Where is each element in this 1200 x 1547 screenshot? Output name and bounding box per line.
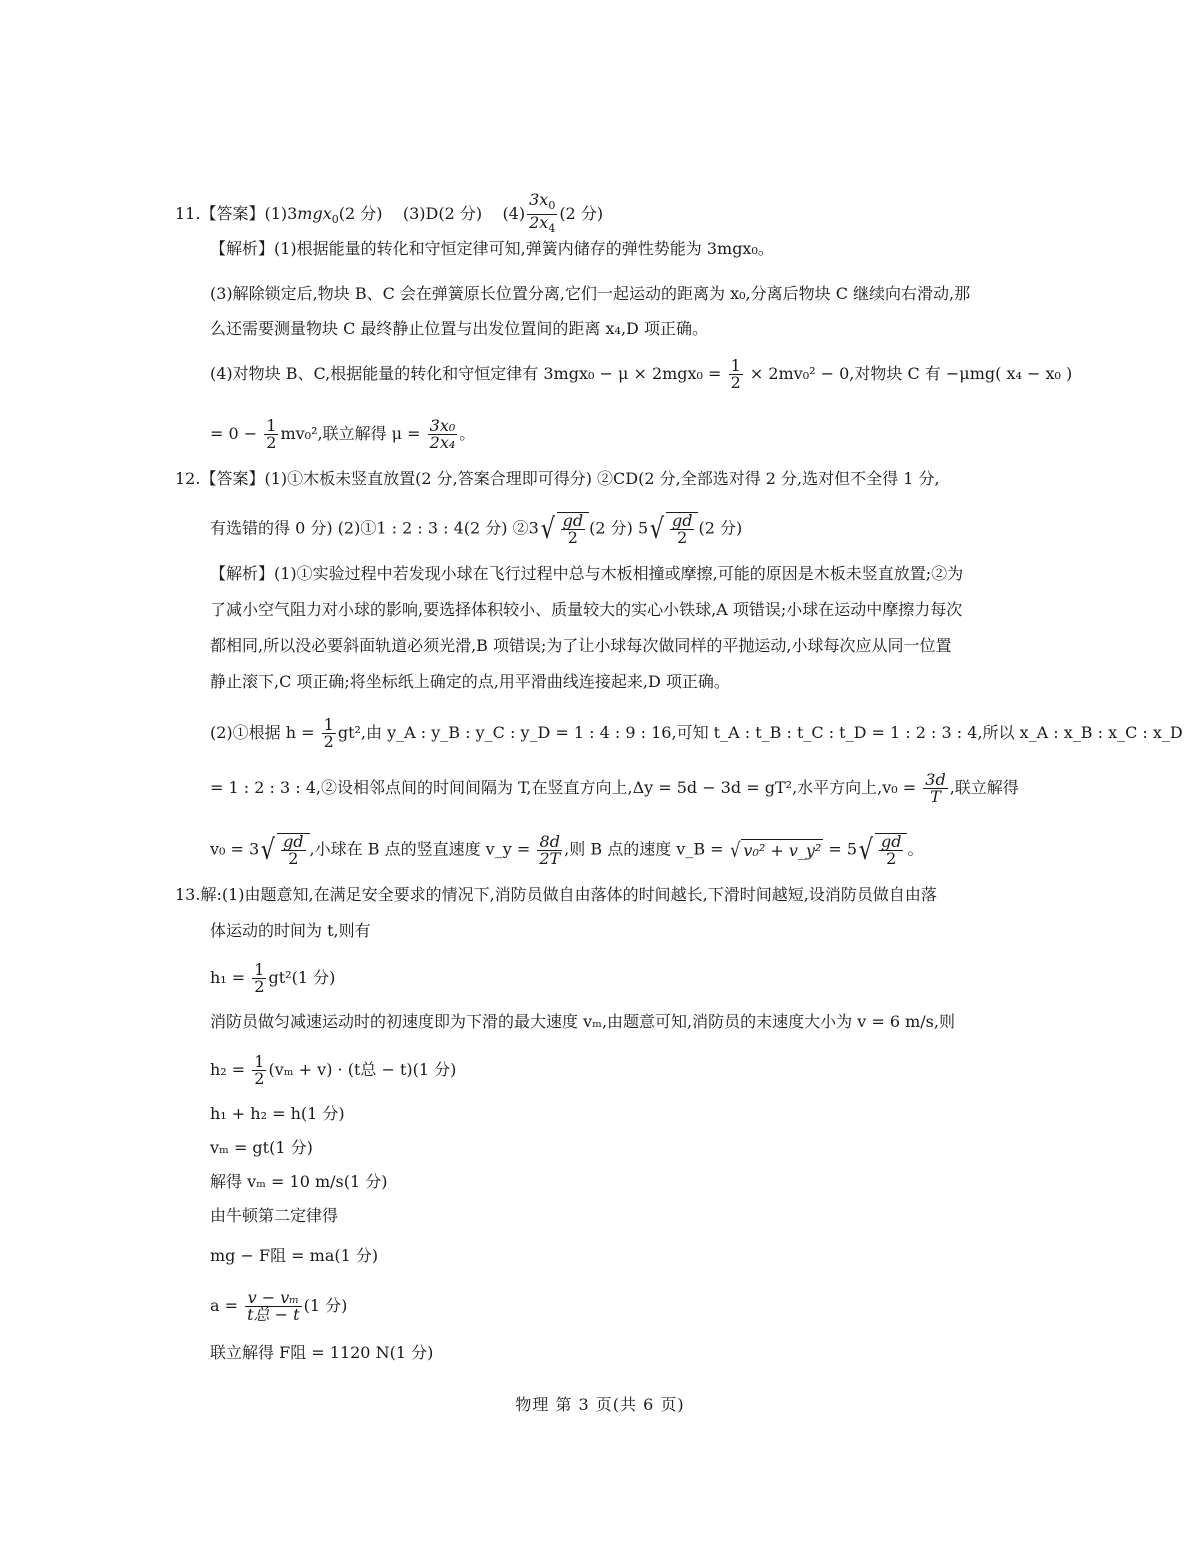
half-fraction: $\frac{1}{2}$ (323, 715, 334, 751)
q12-explain-2c-mid: ,小球在 B 点的竖直速度 v_y = (309, 839, 536, 859)
q12-explain-2b-tail: ,联立解得 (949, 778, 1019, 797)
sqrt-gd-over-2: √ $\frac{gd}{2}$ (857, 833, 907, 867)
half-fraction: $\frac{1}{2}$ (266, 416, 277, 452)
q13-line-2: 体运动的时间为 t,则有 (210, 921, 371, 940)
q12-explain-2a (210, 715, 1183, 751)
half-fraction: $\frac{1}{2}$ (730, 356, 741, 392)
q11-explain-4b-lead: = 0 − (210, 424, 263, 443)
q11-explain-3b: 么还需要测量物块 C 最终静止位置与出发位置间的距离 x₄,D 项正确。 (210, 319, 708, 338)
q11-explain-4a-tail: × 2mv₀² − 0,对物块 C 有 −μmg( x₄ − x₀ ) (744, 364, 1073, 383)
q11-explain-4a-lead: (4)对物块 B、C,根据能量的转化和守恒定律有 3mgx₀ − μ × 2mgx₀ = (210, 364, 727, 383)
q12-explain-2a-tail: gt²,由 y_A : y_B : y_C : y_D = 1 : 4 : 9 : 16,可知 t_A : t_B : t_C : t_D = 1 : 2 : 3 : 4,所以 x_A : x_B : x_C : x_D (337, 723, 1183, 742)
q12-answer-2-lead: 有选错的得 0 分) (2)①1 : 2 : 3 : 4(2 分) ②3 (210, 518, 539, 538)
q11-answer-head: 11.【答案】(1)3 (175, 204, 298, 223)
q13-line-4: 消防员做匀减速运动时的初速度即为下滑的最大速度 vₘ,由题意可知,消防员的末速度大小为 v = 6 m/s,则 (210, 1012, 955, 1031)
sqrt-gd-over-2: √ $\frac{gd}{2}$ (259, 833, 309, 867)
q13-line-5-lead: h₂ = (210, 1060, 251, 1079)
q11-a4-lead: (4) (502, 204, 526, 223)
q13-line-9: 由牛顿第二定律得 (210, 1206, 339, 1225)
q11-a1-expr: mgx (297, 204, 332, 223)
q11-a1-score: (2 分) (338, 204, 383, 223)
q12-explain-2c-mid3: = 5 (823, 839, 858, 859)
q11-explain-4a (210, 356, 1073, 392)
q11-explain-3a: (3)解除锁定后,物块 B、C 会在弹簧原长位置分离,它们一起运动的距离为 x₀,分离后物块 C 继续向右滑动,那 (210, 284, 971, 303)
q13-line-11 (210, 1290, 1025, 1323)
q12-explain-1b: 了减小空气阻力对小球的影响,要选择体积较小、质量较大的实心小铁球,A 项错误;小球在运动中摩擦力每次 (210, 600, 963, 619)
acceleration-fraction: $\frac{\text{v − vₘ}}{\text{t总 − t}}$ (247, 1288, 300, 1324)
q12-explain-1d: 静止滚下,C 项正确;将坐标纸上确定的点,用平滑曲线连接起来,D 项正确。 (210, 672, 730, 691)
three-d-over-t-fraction: $\frac{3d}{T}$ (925, 770, 946, 806)
half-fraction: $\frac{1}{2}$ (254, 960, 265, 996)
q12-explain-2b (210, 772, 1025, 805)
page-footer: 物理 第 3 页(共 6 页) (515, 1395, 685, 1414)
q12-answer-2-score2: (2 分) (698, 518, 743, 538)
q13-line-12: 联立解得 F阻 = 1120 N(1 分) (210, 1343, 434, 1362)
q12-explain-1c: 都相同,所以没必要斜面轨道必须光滑,B 项错误;为了让小球每次做同样的平抛运动,小球每次应从同一位置 (210, 636, 952, 655)
sqrt-gd-over-2: √ $\frac{gd}{2}$ (539, 512, 589, 546)
q13-line-11-tail: (1 分) (303, 1296, 348, 1315)
q13-line-11-lead: a = (210, 1296, 244, 1315)
q13-line-5-tail: (vₘ + v) · (t总 − t)(1 分) (268, 1060, 457, 1079)
q11-explain-4b: = 0 − $\frac{1}{2}$ mv₀²,联立解得 μ = $\frac{\text{3x₀}}{\text{2x₄}}$ 。 (210, 416, 476, 452)
sqrt-vb: √ v₀² + v_y² (729, 838, 822, 862)
sqrt-gd-over-2: √ $\frac{gd}{2}$ (648, 512, 698, 546)
q13-line-7: vₘ = gt(1 分) (210, 1138, 313, 1157)
q13-line-3 (210, 962, 1025, 995)
q12-explain-2c-lead: v₀ = 3 (210, 839, 260, 859)
q12-explain-2c-mid2: ,则 B 点的速度 v_B = (564, 839, 729, 859)
q12-explain-2a-lead: (2)①根据 h = (210, 723, 320, 742)
q13-line-8: 解得 vₘ = 10 m/s(1 分) (210, 1172, 388, 1191)
q13-line-3-lead: h₁ = (210, 968, 251, 987)
q11-explain-4b-mid: mv₀²,联立解得 μ = (280, 424, 426, 443)
q12-explain-2c: v₀ = 3√ $\frac{gd}{2}$ ,小球在 B 点的竖直速度 v_y = $\frac{8d}{2T}$ ,则 B 点的速度 v_B = √ v₀² + v_y² = 5√ $\frac{gd}{2}$ 。 (210, 831, 924, 868)
q12-answer-line-2 (210, 512, 1025, 546)
q12-answer-2-score1: (2 分) 5 (589, 518, 649, 538)
q11-explain-1: 【解析】(1)根据能量的转化和守恒定律可知,弹簧内储存的弹性势能为 3mgx₀。 (210, 239, 774, 258)
q11-a3: (3)D(2 分) (402, 204, 483, 223)
q12-explain-1a: 【解析】(1)①实验过程中若发现小球在飞行过程中总与木板相撞或摩擦,可能的原因是木板未竖直放置;②为 (210, 564, 964, 583)
q13-line-5 (210, 1054, 1025, 1087)
eight-d-over-2t-fraction: $\frac{8d}{2T}$ (539, 831, 561, 868)
q13-line-1: 13.解:(1)由题意知,在满足安全要求的情况下,消防员做自由落体的时间越长,下滑时间越短,设消防员做自由落 (175, 885, 937, 904)
q11-answer-line: 11.【答案】(1)3mgx$_0$(2 分) (3)D(2 分) (4) $\frac{3x_0}{2x_4}$ (2 分) (175, 190, 604, 235)
half-fraction: $\frac{1}{2}$ (254, 1052, 265, 1088)
q12-answer-line-1: 12.【答案】(1)①木板未竖直放置(2 分,答案合理即可得分) ②CD(2 分,全部选对得 2 分,选对但不全得 1 分, (175, 469, 940, 488)
q12-explain-2b-lead: = 1 : 2 : 3 : 4,②设相邻点间的时间间隔为 T,在竖直方向上,Δy = 5d − 3d = gT²,水平方向上,v₀ = (210, 778, 922, 797)
mu-fraction: $\frac{\text{3x₀}}{\text{2x₄}}$ (429, 416, 456, 452)
q11-a4-score: (2 分) (559, 204, 604, 223)
q13-line-10: mg − F阻 = ma(1 分) (210, 1246, 379, 1265)
q13-line-3-tail: gt²(1 分) (268, 968, 336, 987)
q13-line-6: h₁ + h₂ = h(1 分) (210, 1104, 345, 1123)
q11-a4-fraction: $\frac{3x_0}{2x_4}$ (529, 190, 556, 235)
